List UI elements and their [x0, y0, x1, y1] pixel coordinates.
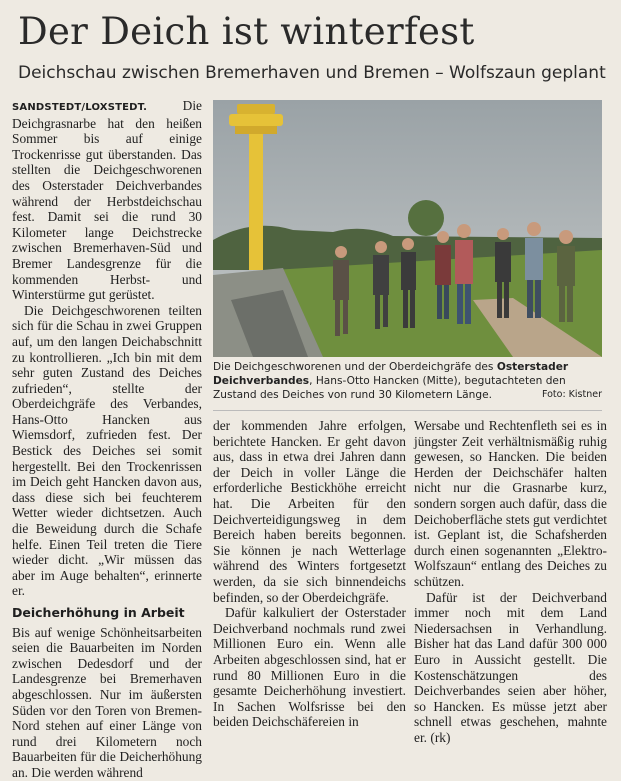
caption-text-1: Die Deichgeschworenen und der Oberdeichgräfe des	[213, 361, 497, 373]
photo-illustration	[213, 100, 602, 357]
paragraph-7: Dafür ist der Deichverband immer noch mit dem Land Niedersachsen in Verhandlung. Bisher hat das Land dafür 300 000 Euro in Aussicht gestellt. Die Kostenschätzungen des Deichverbandes seien aber höher, so Hancken. Es müsse jetzt aber schnell etwas geschehen, mahnte er. (rk)	[414, 589, 607, 745]
paragraph-2: Die Deichgeschworenen teilten sich für die Schau in zwei Gruppen auf, um den langen Deichabschnitt zu kontrollieren. „Ich bin mit dem sehr guten Zustand des Deiches zufrieden“, stellte der Oberdeichgräfe des Verbandes, Hans-Otto Hancken aus Wiemsdorf, zufrieden fest. Der Bestick des Deiches sei somit hergestellt. Bei den Trockenrissen im Deich geht Hancken davon aus, dass diese sich bei feuchterem Wetter wieder dichtsetzen. Auch die Beweidung durch die Schafe helfe. Einen Teil treten die Tiere wieder dicht. „Wir müssen das aber im Auge behalten“, erinnerte er.	[12, 302, 202, 599]
tower-shaft	[249, 130, 263, 270]
subheading: Deicherhöhung in Arbeit	[12, 605, 185, 620]
subheadline: Deichschau zwischen Bremerhaven und Bremen – Wolfszaun geplant	[18, 63, 606, 83]
paragraph-3: Bis auf wenige Schönheitsarbeiten seien die Bauarbeiten im Norden zwischen Dedesdorf und der Landesgrenze bei Bremerhaven abgeschlossen. Nur im äußersten Süden vor den Toren von Bremen-Nord stehen auf einer Länge von rund drei Kilometern noch Bauarbeiten für die Deicherhöhung an. Die werden während	[12, 624, 202, 780]
photo-credit: Foto: Kistner	[541, 389, 602, 400]
caption-bold: Osterstader Deichverbandes	[213, 361, 569, 387]
paragraph-5: Dafür kalkuliert der Osterstader Deichverband nochmals rund zwei Millionen Euro ein. Wenn alle Arbeiten abgeschlossen sind, hat er rund 80 Millionen Euro in die gesamte Deicherhöhung investiert. In Sachen Wolfsrisse bei den beiden Deichschäfereien in	[213, 605, 406, 730]
dateline: SANDSTEDT/LOXSTEDT.	[12, 102, 148, 113]
column-3	[414, 418, 607, 745]
paragraph-1	[12, 98, 202, 303]
caption-text-2: , Hans-Otto Hancken (Mitte), begutachteten den Zustand des Deiches von rund 30 Kilometern Länge.	[213, 375, 566, 401]
paragraph-1-text: Die Deichgrasnarbe hat den heißen Sommer bis auf einige Trockenrisse gut überstanden. Das stellten die Deichgeschworenen des Osterstader Deichverbandes während der Herbstdeichschau fest. Damit sei die rund 30 Kilometer lange Deichstrecke zwischen Bremerhaven-Süd und Bremer Landesgrenze für die kommenden Herbst- und Winterstürme gut gerüstet.	[12, 98, 202, 303]
paragraph-6: Wersabe und Rechtenfleth sei es in jüngster Zeit verhältnismäßig ruhig gewesen, so Hancken. Die beiden Herden der Deichschäfer halten nicht nur die Grasnarbe kurz, sondern sorgen auch dafür, dass die Deichoberfläche stets gut verdichtet ist. Geplant ist, die Schafsherden durch einen sogenannten „Elektro-Wolfszaun“ entlang des Deiches zu schützen.	[414, 418, 607, 589]
paragraph-4: der kommenden Jahre erfolgen, berichtete Hancken. Er geht davon aus, dass in etwa drei Jahren dann der Deich in voller Länge die erforderliche Bestickhöhe erreicht hat. Die Arbeiten für den Deichverteidigungsweg in dem Bereich haben bereits begonnen. Sie können je nach Wetterlage während des Winters fortgesetzt werden, da sie sich binnendeichs befinden, so der Oberdeichgräfe.	[213, 418, 406, 605]
caption-rule	[213, 410, 602, 411]
headline: Der Deich ist winterfest	[18, 10, 475, 53]
photo-caption	[213, 360, 602, 402]
news-photo	[213, 100, 602, 357]
column-1	[12, 98, 202, 781]
column-2	[213, 418, 406, 730]
tower-top	[229, 114, 283, 126]
